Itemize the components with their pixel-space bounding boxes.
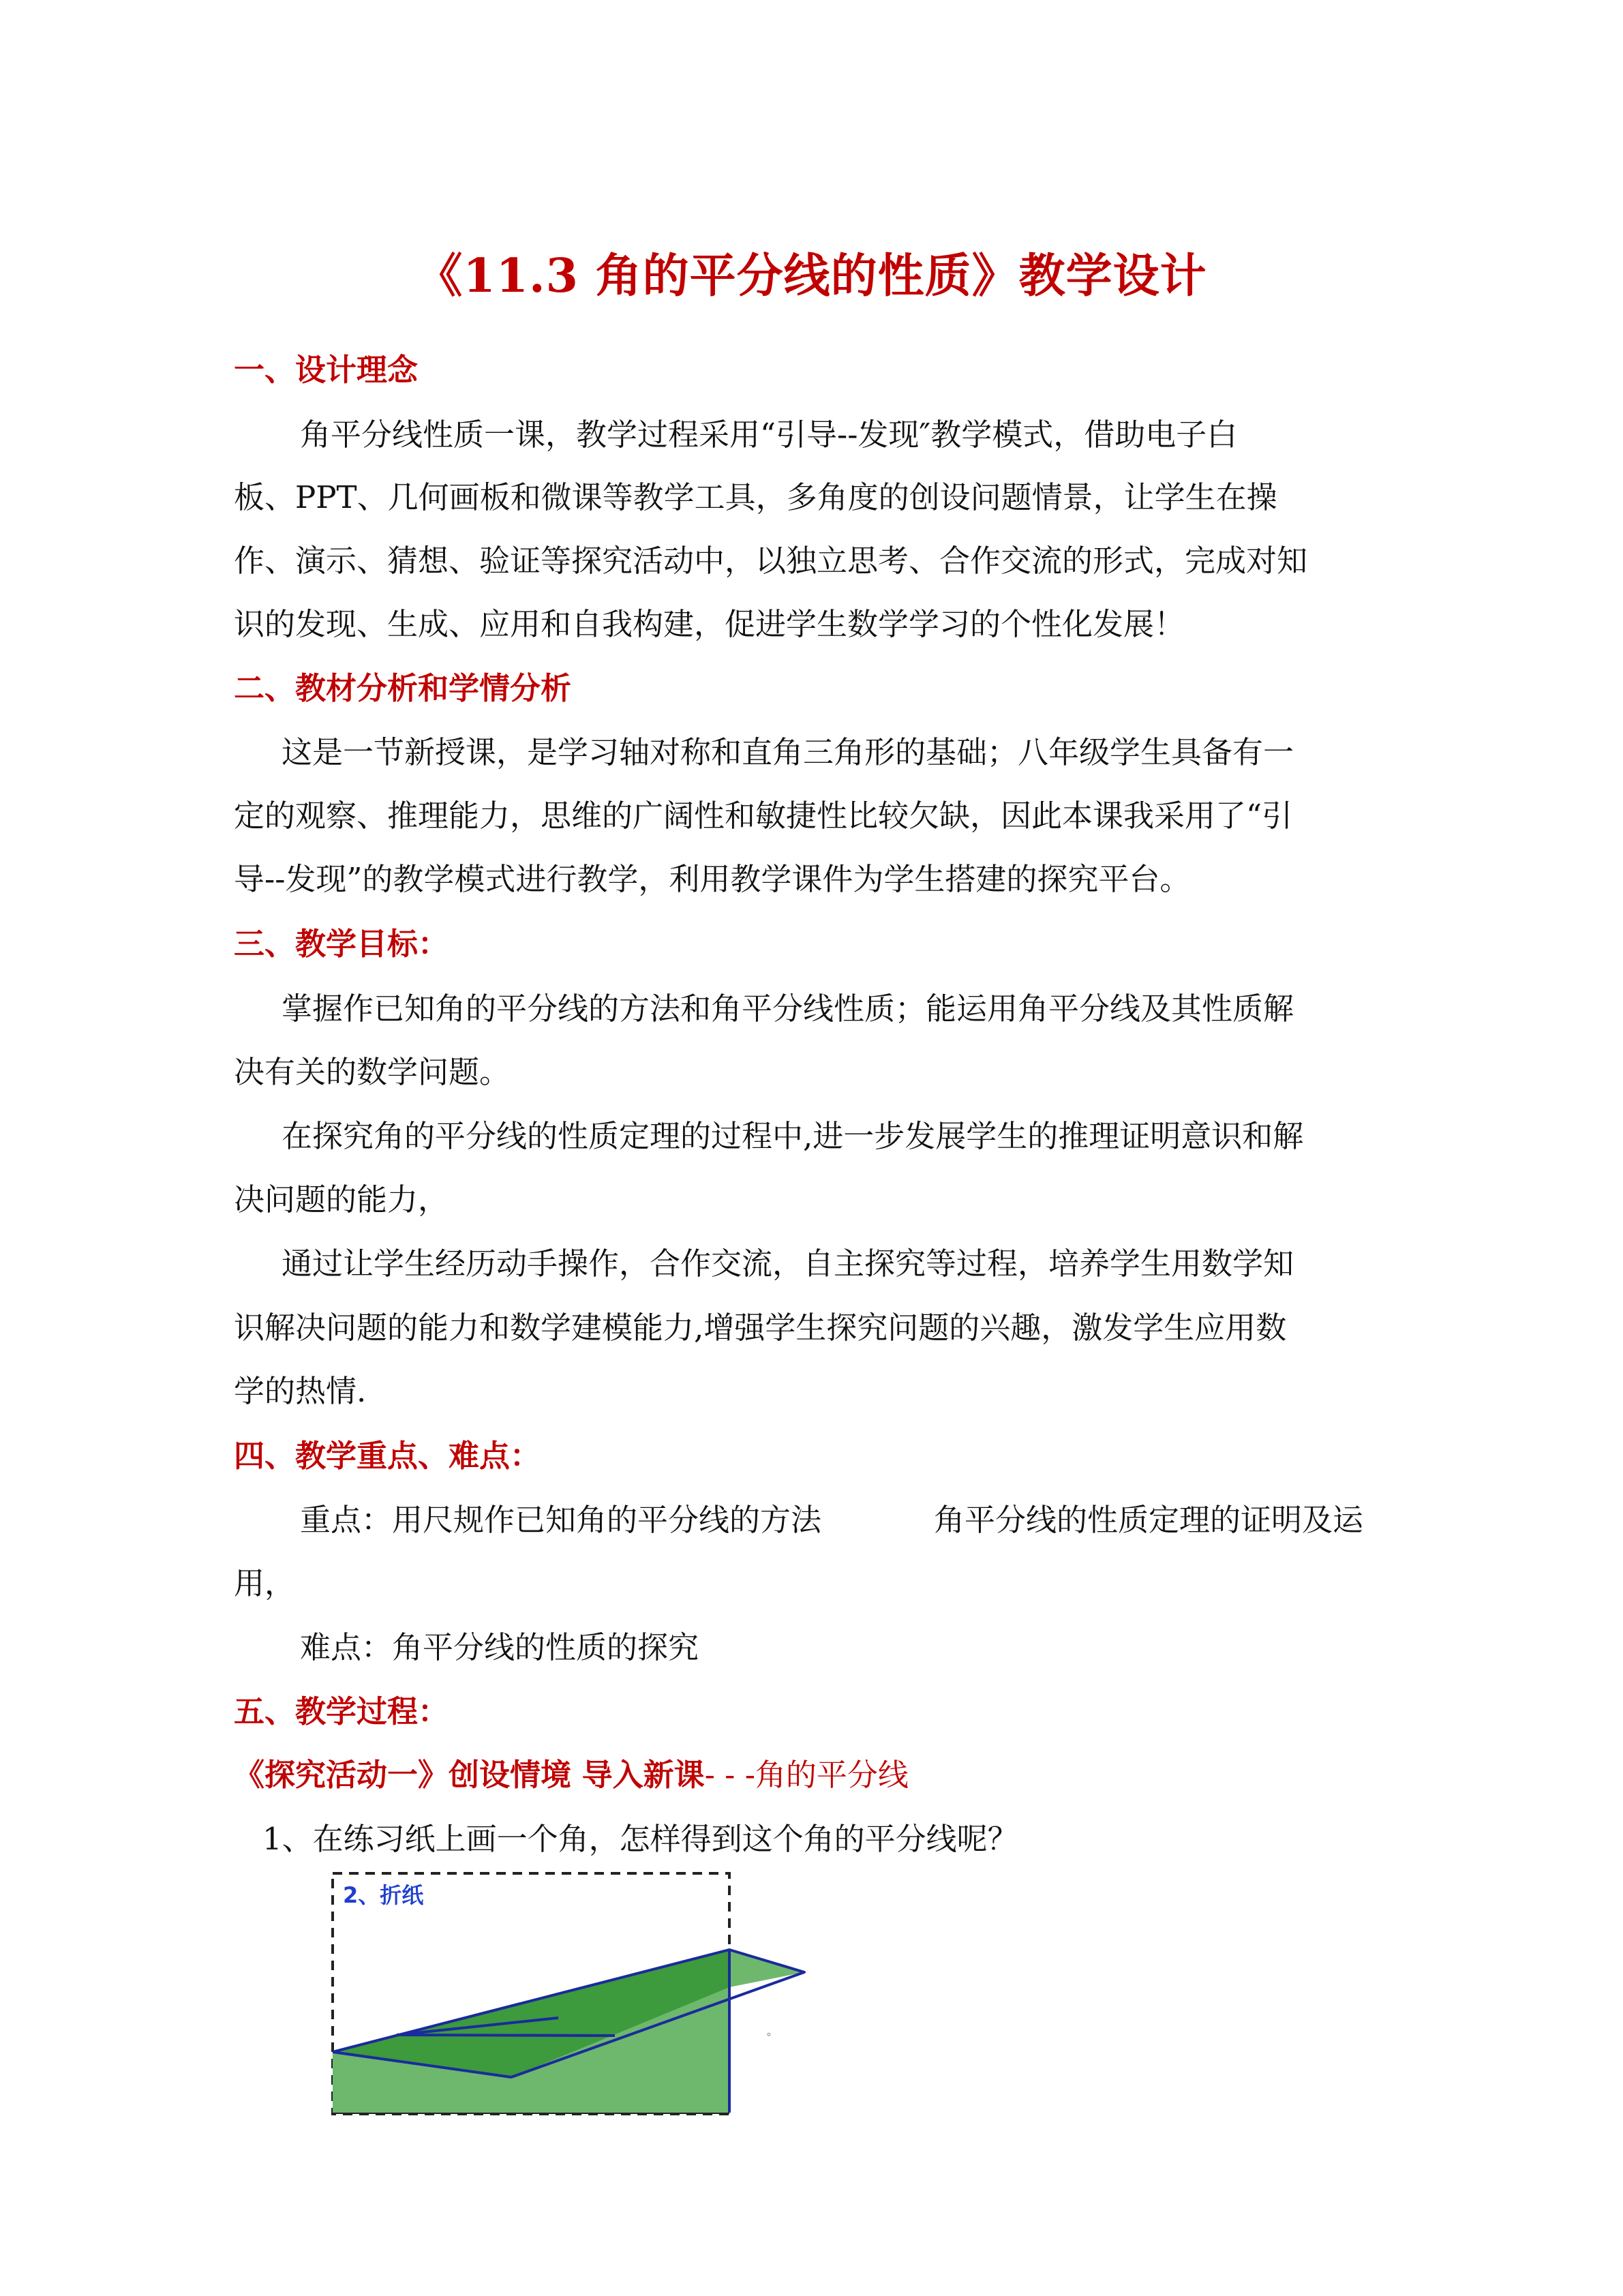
paragraph-line: 掌握作已知角的平分线的方法和角平分线性质；能运用角平分线及其性质解 [282, 991, 1294, 1027]
paragraph-line: 用， [234, 1565, 296, 1601]
section-heading-analysis: 二、教材分析和学情分析 [234, 670, 572, 706]
section-heading-key-points: 四、教学重点、难点： [234, 1438, 541, 1474]
paragraph-line: 通过让学生经历动手操作，合作交流，自主探究等过程，培养学生用数学知 [282, 1245, 1294, 1282]
paragraph-line: 作、演示、猜想、验证等探究活动中，以独立思考、合作交流的形式，完成对知 [234, 543, 1308, 579]
paragraph-line: 学的热情. [234, 1373, 367, 1409]
paragraph-line: 这是一节新授课，是学习轴对称和直角三角形的基础；八年级学生具备有一 [282, 734, 1294, 770]
activity-title-suffix: - - -角的平分线 [704, 1757, 909, 1793]
paragraph-line: 在探究角的平分线的性质定理的过程中,进一步发展学生的推理证明意识和解 [282, 1118, 1304, 1154]
paragraph-line: 重点：用尺规作已知角的平分线的方法 [300, 1502, 822, 1538]
figure-label: 2、折纸 [343, 1882, 424, 1908]
page-title: 《11.3 角的平分线的性质》教学设计 [416, 249, 1207, 303]
small-mark: 。 [767, 2025, 778, 2038]
paragraph-line: 难点：角平分线的性质的探究 [300, 1629, 699, 1665]
paragraph-line: 定的观察、推理能力，思维的广阔性和敏捷性比较欠缺，因此本课我采用了“引 [234, 798, 1293, 834]
paragraph-line: 角平分线性质一课，教学过程采用“引导--发现″教学模式，借助电子白 [300, 417, 1238, 453]
paragraph-line: 决有关的数学问题。 [234, 1054, 511, 1090]
paper-folding-figure [331, 1871, 808, 2117]
paragraph-line: 决问题的能力， [234, 1181, 449, 1218]
paragraph-line: 识的发现、生成、应用和自我构建，促进学生数学学习的个性化发展！ [234, 606, 1185, 642]
paragraph-line: 导--发现”的教学模式进行教学，利用教学课件为学生搭建的探究平台。 [234, 861, 1191, 897]
section-heading-process: 五、教学过程： [234, 1693, 449, 1729]
paragraph-line: 角平分线的性质定理的证明及运 [934, 1502, 1364, 1538]
activity-title [234, 1755, 909, 1796]
question-line: 1、在练习纸上画一个角，怎样得到这个角的平分线呢？ [262, 1821, 1018, 1857]
activity-title-main: 《探究活动一》创设情境 导入新课 [234, 1757, 705, 1793]
paragraph-line: 板、PPT、几何画板和微课等教学工具，多角度的创设问题情景，让学生在操 [234, 479, 1277, 515]
paragraph-line: 识解决问题的能力和数学建模能力,增强学生探究问题的兴趣，激发学生应用数 [234, 1310, 1287, 1346]
section-heading-design-concept: 一、设计理念 [234, 352, 419, 388]
section-heading-objectives: 三、教学目标： [234, 926, 449, 962]
